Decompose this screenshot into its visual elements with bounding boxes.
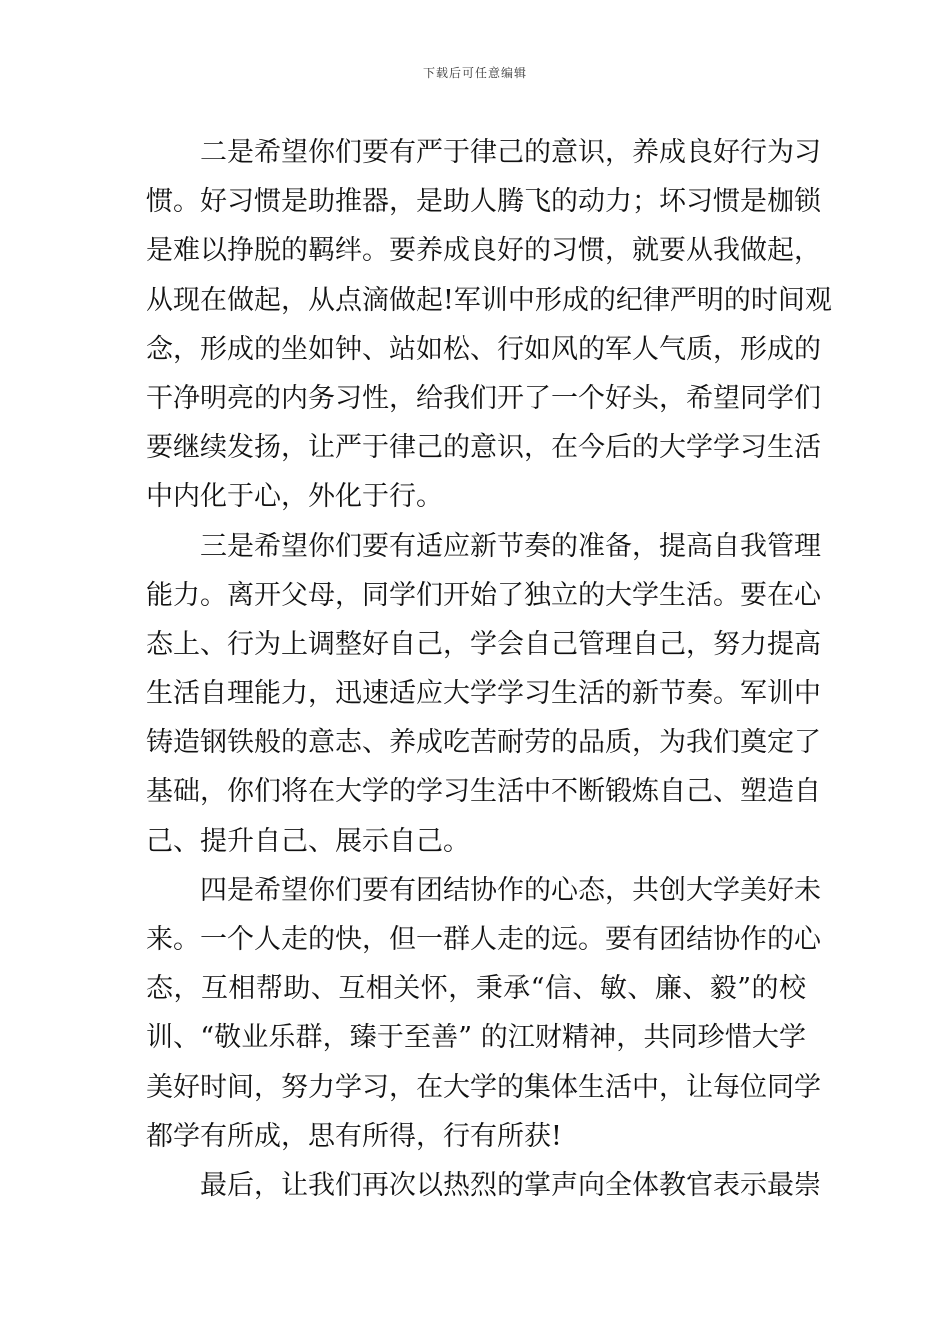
text-line: 念，形成的坐如钟、站如松、行如风的军人气质，形成的 bbox=[146, 333, 821, 365]
text-line: 都学有所成，思有所得，行有所获! bbox=[146, 1120, 562, 1152]
text-line: 要继续发扬，让严于律己的意识，在今后的大学学习生活 bbox=[146, 432, 821, 464]
text-line: 训、“敬业乐群，臻于至善” 的江财精神，共同珍惜大学 bbox=[146, 1022, 806, 1054]
text-line: 能力。离开父母，同学们开始了独立的大学生活。要在心 bbox=[146, 579, 821, 611]
text-line: 中内化于心，外化于行。 bbox=[146, 481, 443, 513]
text-line: 三是希望你们要有适应新节奏的准备，提高自我管理 bbox=[146, 530, 821, 562]
text-line: 最后，让我们再次以热烈的掌声向全体教官表示最崇 bbox=[146, 1169, 821, 1201]
text-line: 铸造钢铁般的意志、养成吃苦耐劳的品质，为我们奠定了 bbox=[146, 727, 821, 759]
text-line: 四是希望你们要有团结协作的心态，共创大学美好未 bbox=[146, 874, 821, 906]
text-line: 美好时间，努力学习，在大学的集体生活中，让每位同学 bbox=[146, 1071, 821, 1103]
text-line: 是难以挣脱的羁绊。要养成良好的习惯，就要从我做起， bbox=[146, 235, 821, 267]
text-line: 己、提升自己、展示自己。 bbox=[146, 825, 470, 857]
page-header: 下载后可任意编辑 bbox=[422, 66, 527, 80]
text-line: 惯。好习惯是助推器，是助人腾飞的动力；坏习惯是枷锁 bbox=[146, 186, 821, 218]
text-line: 来。一个人走的快，但一群人走的远。要有团结协作的心 bbox=[146, 924, 821, 955]
text-line: 二是希望你们要有严于律己的意识，养成良好行为习 bbox=[146, 137, 821, 168]
document-body bbox=[146, 128, 832, 1210]
text-line: 干净明亮的内务习性，给我们开了一个好头，希望同学们 bbox=[146, 382, 821, 414]
text-line: 态，互相帮助、互相关怀，秉承“信、敏、廉、毅”的校 bbox=[146, 973, 806, 1005]
text-line: 基础，你们将在大学的学习生活中不断锻炼自己、塑造自 bbox=[146, 776, 821, 808]
text-line: 态上、行为上调整好自己，学会自己管理自己，努力提高 bbox=[146, 628, 821, 660]
text-line: 从现在做起，从点滴做起!军训中形成的纪律严明的时间观 bbox=[146, 284, 832, 316]
text-line: 生活自理能力，迅速适应大学学习生活的新节奏。军训中 bbox=[146, 678, 821, 710]
